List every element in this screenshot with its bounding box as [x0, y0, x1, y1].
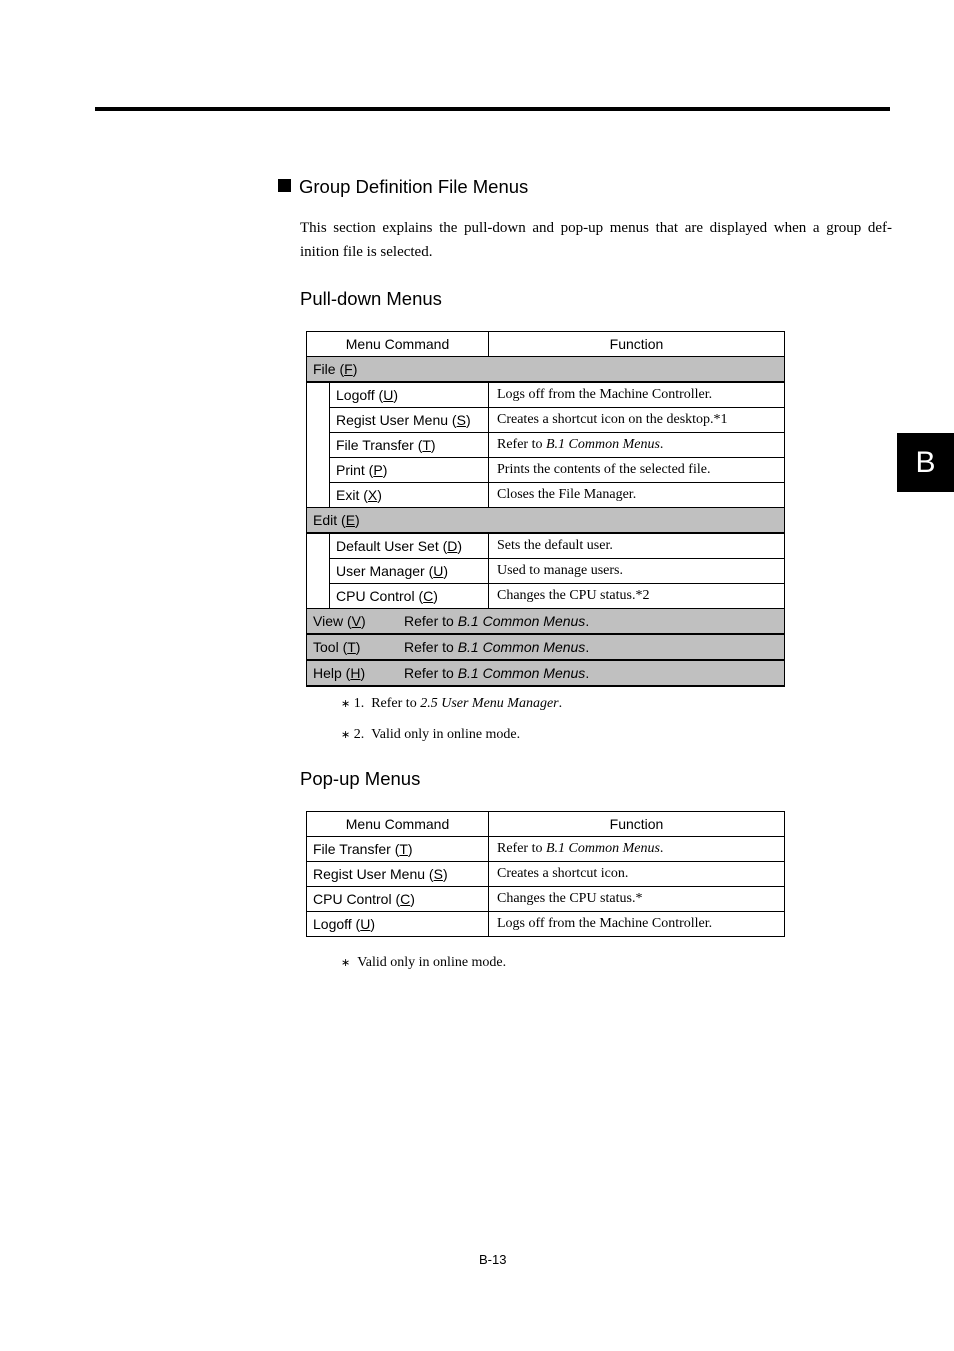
- menu-group-row: [307, 634, 785, 660]
- header-function: Function: [489, 332, 785, 357]
- intro-line-1: This section explains the pull-down and pop-up menus that are displayed when a group def-: [300, 220, 892, 236]
- menu-command: Default User Set (D): [330, 533, 489, 559]
- group-reference: Refer to B.1 Common Menus.: [404, 665, 590, 681]
- menu-command: CPU Control (C): [307, 887, 489, 912]
- menu-function: Refer to B.1 Common Menus.: [489, 837, 785, 862]
- menu-group-edit: Edit (E): [307, 508, 785, 534]
- menu-command: Regist User Menu (S): [307, 862, 489, 887]
- popup-item-row: [307, 837, 785, 862]
- menu-command: Logoff (U): [330, 382, 489, 408]
- header-command: Menu Command: [307, 332, 489, 357]
- section-title: [278, 175, 528, 199]
- menu-item-row: [307, 382, 785, 408]
- group-name: View (V): [313, 613, 366, 629]
- menu-function: Logs off from the Machine Controller.: [489, 382, 785, 408]
- menu-group-row: [307, 660, 785, 686]
- menu-command: Logoff (U): [307, 912, 489, 937]
- popup-table: [306, 811, 785, 937]
- popup-title: Pop-up Menus: [300, 768, 421, 789]
- section-title-text: Group Definition File Menus: [299, 176, 529, 197]
- menu-function: Creates a shortcut icon on the desktop.*1: [489, 408, 785, 433]
- menu-group-row: [307, 609, 785, 635]
- menu-item-row: [307, 584, 785, 609]
- menu-item-row: [307, 559, 785, 584]
- menu-function: Refer to B.1 Common Menus.: [489, 433, 785, 458]
- pulldown-footnote: ∗ 1. Refer to 2.5 User Menu Manager.: [341, 696, 563, 711]
- menu-command: Regist User Menu (S): [330, 408, 489, 433]
- menu-item-row: [307, 433, 785, 458]
- top-rule: [95, 107, 890, 111]
- menu-command: User Manager (U): [330, 559, 489, 584]
- page-number: B-13: [479, 1252, 507, 1267]
- menu-item-row: [307, 458, 785, 483]
- menu-item-row: [307, 533, 785, 559]
- table-header-row: [307, 812, 785, 837]
- group-name: Help (H): [313, 665, 366, 681]
- menu-group-file: File (F): [307, 357, 785, 383]
- chapter-tab: B: [897, 433, 954, 492]
- popup-item-row: [307, 912, 785, 937]
- pulldown-table: [306, 331, 785, 687]
- header-function: Function: [489, 812, 785, 837]
- popup-item-row: [307, 862, 785, 887]
- menu-function: Closes the File Manager.: [489, 483, 785, 508]
- header-command: Menu Command: [307, 812, 489, 837]
- popup-item-row: [307, 887, 785, 912]
- pulldown-footnote: ∗ 2. Valid only in online mode.: [341, 727, 521, 742]
- menu-function: Used to manage users.: [489, 559, 785, 584]
- popup-footnote: ∗ Valid only in online mode.: [341, 955, 507, 970]
- menu-function: Logs off from the Machine Controller.: [489, 912, 785, 937]
- menu-item-row: [307, 483, 785, 508]
- group-reference: Refer to B.1 Common Menus.: [404, 639, 590, 655]
- menu-command: File Transfer (T): [307, 837, 489, 862]
- square-bullet-icon: [278, 179, 291, 192]
- table-header-row: [307, 332, 785, 357]
- group-reference: Refer to B.1 Common Menus.: [404, 613, 590, 629]
- menu-command: Exit (X): [330, 483, 489, 508]
- menu-function: Prints the contents of the selected file.: [489, 458, 785, 483]
- menu-function: Changes the CPU status.*2: [489, 584, 785, 609]
- intro-line-2: inition file is selected.: [300, 244, 433, 260]
- menu-function: Creates a shortcut icon.: [489, 862, 785, 887]
- menu-function: Sets the default user.: [489, 533, 785, 559]
- pulldown-title: Pull-down Menus: [300, 288, 442, 309]
- menu-function: Changes the CPU status.*: [489, 887, 785, 912]
- menu-item-row: [307, 408, 785, 433]
- group-name: Tool (T): [313, 639, 361, 655]
- menu-command: CPU Control (C): [330, 584, 489, 609]
- menu-command: File Transfer (T): [330, 433, 489, 458]
- menu-command: Print (P): [330, 458, 489, 483]
- intro-paragraph: [300, 216, 892, 264]
